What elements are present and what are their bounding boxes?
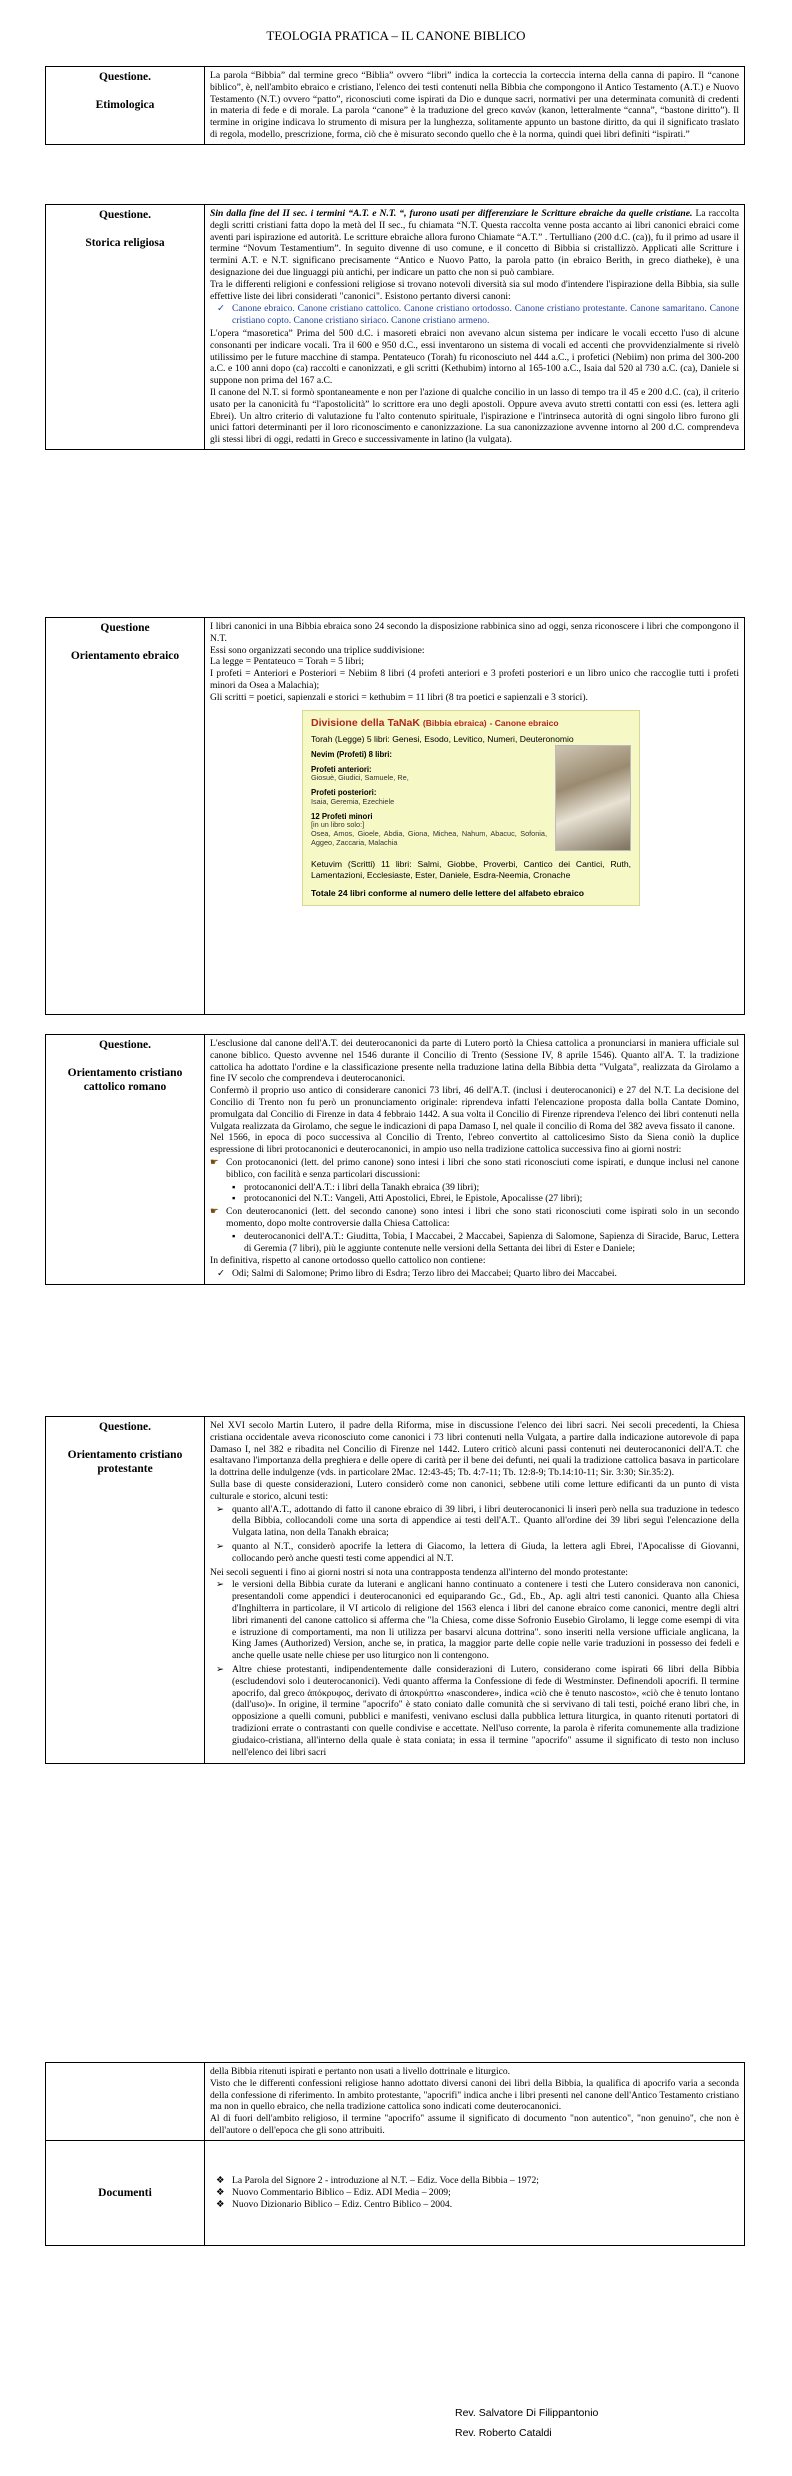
paragraph: La parola “Bibbia” dal termine greco “Biblia” ovvero “libri” indica la corteccia la corteccia interna della canna di papiro. Il “canone biblico”, è, nell'ambito ebraico e cristiano, l'elenco dei testi contenuti nella Bibbia che compongono il Antico Testamento (A.T.) e Nuovo Testamento (N.T.) ovvero “patto”, riconosciuti come ispirati da Dio e dunque sacri, normativi per una determinata comunità di credenti in materia di fede e di morale. La parola “canone” è la traduzione del greco κανών (kanon, letteralmente “canna”, “bastone diritto”). Il termine in origine indicava lo strumento di misura per la lunghezza, solitamente appunto un bastone diritto, da qui il significato traslato di regola, modello, prescrizione, forma, ciò che è misurato secondo quello che è la norma, quindi quei libri definiti “ispirati.” [210,70,739,140]
question-label: Questione [100,622,150,634]
section-name: Documenti [98,2186,152,2199]
content-cell [205,2063,745,2141]
question-label: Questione. [98,71,152,83]
paragraph: Sulla base di queste considerazioni, Lutero considerò come non canonici, sebbene utili come letture edificanti da un punto di vista culturale e storico, alcuni testi: [210,1478,739,1502]
content-cell [205,1035,745,1285]
paragraph: Nel 1566, in epoca di poco successiva al Concilio di Trento, l'ebreo convertito al cattolicesimo Sisto da Siena coniò la duplice espressione di libri protocanonici e deuterocanonici, in ampio uso nella tradizione cattolica successiva fino ai giorni nostri: [210,1132,739,1156]
post-title: Profeti posteriori: [311,788,377,798]
content-cell [205,67,745,145]
paragraph: In definitiva, rispetto al canone ortodosso quello cattolico non contiene: [210,1255,486,1267]
tanak-torah: Torah (Legge) 5 libri: Genesi, Esodo, Levitico, Numeri, Deuteronomio [311,734,574,745]
tanak-ketuvim: Ketuvim (Scritti) 11 libri: Salmi, Giobbe, Proverbi, Cantico dei Cantici, Ruth, Lamentazioni, Ecclesiaste, Ester, Daniele, Esdra-Neemia, Cronache [311,859,631,880]
paragraph: della Bibbia ritenuti ispirati e pertanto non usati a livello dottrinale e liturgico. [210,2066,511,2077]
paragraph: Visto che le differenti confessioni religiose hanno adottato diversi canoni dei libri della Bibbia, la qualifica di apocrifo varia a seconda della confessione di riferimento. In ambito protestante, "apocrifi" indica anche i libri presenti nel canone dell'Antico Testamento cristiano ma non in quello ebraico, che nella tradizione cattolica sono indicati come deuterocanonici. [210,2077,739,2113]
content-cell [205,1417,745,1764]
paragraph: Gli scritti = poetici, sapienzali e storici = kethubim = 11 libri (8 tra poetici e sapienzali e 3 storici). [210,691,588,703]
question-label: Questione. [98,1039,152,1051]
proto-sublist [210,1182,739,1206]
question-label: Questione. [98,209,152,221]
paragraph: Nel XVI secolo Martin Lutero, il padre della Riforma, mise in discussione l'elenco dei libri sacri. Nei secoli precedenti, la Chiesa cristiana occidentale aveva riconosciuto come canonici i 73 libri contenuti nella Vulgata, a partire dalla indicazione autorevole di papa Damaso I, nel 382 e ribadita nel Concilio di Firenze nel 1442. Lutero criticò alcuni passi contenuti nei deuterocanonici dell'A.T. che esaltavano l'importanza della preghiera e delle opere di carità per il bene dei defunti, nei quali la tradizione cattolica basava in particolare la dottrina delle indulgenze (vds. in particolare 2Mac. 12:43-45; Tb. 4:7-11; Tb. 12:8-9; Tb.14:10-11; Sir. 3:30; Sir.35:2). [210,1420,739,1479]
label-cell [46,1417,205,1764]
list-item: ➢ quanto al N.T., considerò apocrife la lettera di Giacomo, la lettera di Giuda, la lettera agli Ebrei, l'Apocalisse di Giovanni, collocando però anche questi testi come appendici al N.T. [232,1541,739,1565]
list-item: ❖ Nuovo Commentario Biblico – Ediz. ADI Media – 2009; [232,2187,739,2199]
section-name: Orientamento cristiano protestante [67,1449,183,1476]
paragraph: L'esclusione dal canone dell'A.T. dei deuterocanonici da parte di Lutero portò la Chiesa cattolica a pronunciarsi in maniera ufficiale sul canone biblico. Questo avvenne nel 1546 durante il Concilio di Trento (Sessione IV, 8 aprile 1546). Quanto all'A. T. la tradizione cattolica ha adottato l'ordine e la classificazione presente nella traduzione latina della Bibbia detta "Vulgata", realizzata da Girolamo a fine IV secolo che comprendeva i deuterocanonici. [210,1038,739,1085]
label-cell [46,618,205,1015]
paragraph: I libri canonici in una Bibbia ebraica sono 24 secondo la disposizione rabbinica sino ad oggi, senza riconoscere i libri che compongono il N.T. [210,621,739,644]
paragraph: Nei secoli seguenti i fino ai giorni nostri si nota una contrapposta tendenza all'interno del mondo protestante: [210,1566,628,1578]
lutero-list [210,1504,739,1565]
list-item: ✓ Odi; Salmi di Salomone; Primo libro di Esdra; Terzo libro dei Maccabei; Quarto libro dei Maccabei. [232,1268,739,1280]
signature-1: Rev. Salvatore Di Filippantonio [455,2407,599,2419]
tanak-title-tail: - Canone ebraico [489,717,559,728]
section-cattolico [45,1034,745,1285]
question-label: Questione. [98,1421,152,1433]
paragraph-text: La raccolta degli scritti cristiani fatta dopo la metà del II sec., fu chiamata “N.T. Questa raccolta venne posta accanto ai libri canonici ebraici come aventi pari ispirazione ed autorità. Le scritture ebraiche allora furono Chiamate “A.T.” . Tertulliano (200 d.C. (ca)), fu il primo ad usare il termine “Novum Testamentium”. In seguito divenne di uso comune, e il concetto di Bibbia si cristallizzò. Applicati alle Scritture i termini A.T. e N.T. significano precisamente “Antico e Nuovo Patto, la parola patto (in ebraico Berith, in greco diatheke), è una designazione dei due linguaggi più antichi, per indicare un patto che non si può cambiare. [210,208,740,278]
list-item: ➢ quanto all'A.T., adottando di fatto il canone ebraico di 39 libri, i libri deuterocanonici li inserì però nella sua traduzione in tedesco della Bibbia, collocandoli come una sorta di appendice ai testi dell'A.T.. Quanto all'ordine dei 39 libri seguì l'elencazione della Vulgata latina, non della Tanakh ebraica; [232,1504,739,1539]
section-name: Orientamento cristiano cattolico romano [67,1067,183,1094]
section-etimologica [45,66,745,145]
post-list: Isaia, Geremia, Ezechiele [311,796,395,806]
paragraph: L'opera “masoretica” Prima del 500 d.C. i masoreti ebraici non avevano alcun sistema per indicare le vocali eccetto l'uso di alcune consonanti per indicare vocali. Tra il 600 e 950 d.C., essi inventarono un sistema di vocali ed accenti che provvidenzialmente si rivelò utilissimo per le future macchine di stampa. Pentateuco (Torah) fu riconosciuto nel 444 a.C., i profetici (Nebiim) non prima del 300-200 a.C. e 100 anni dopo (ca) raccolti e canonizzati, e gli scritti (Kethubim) intorno al 165-100 a.C., Isaia dal 520 al 730 a.C. (ca), Daniele si suppone non prima del 167 a.C. [210,327,739,387]
list-item: ▪ protocanonici del N.T.: Vangeli, Atti Apostolici, Ebrei, le Epistole, Apocalisse (27 libri); [244,1193,739,1205]
page-title: TEOLOGIA PRATICA – IL CANONE BIBLICO [266,28,526,43]
tanak-nevim [311,745,547,851]
lead-text: Sin dalla fine del II sec. i termini “A.T. e N.T. “, furono usati per differenziare le Scritture ebraiche da quelle cristiane. [210,208,693,219]
list-item: ✓ Canone ebraico. Canone cristiano cattolico. Canone cristiano ortodosso. Canone cristiano protestante. Canone samaritano. Canone cristiano copto. Canone cristiano siriaco. Canone cristiano armeno. [232,303,739,327]
list-item: ❖ Nuovo Dizionario Biblico – Ediz. Centro Biblico – 2004. [232,2199,739,2211]
section-protestante [45,1416,745,1764]
content-cell [205,2140,745,2245]
tanak-title-text: Divisione della TaNaK [311,716,420,729]
paragraph: Tra le differenti religioni e confessioni religiose si trovano notevoli diversità sia sul modo d'intendere l'ispirazione della Bibbia, sia sulle effettive liste dei libri considerati "canonici". Esistono pertanto diversi canoni: [210,278,739,302]
tanak-figure [302,710,640,906]
paragraph: La legge = Pentateuco = Torah = 5 libri; [210,656,364,668]
tanak-total: Totale 24 libri conforme al numero delle lettere del alfabeto ebraico [311,888,585,899]
paragraph: Essi sono organizzati secondo una triplice suddivisione: [210,644,425,656]
list-item: ☛ Con deuterocanonici (lett. del secondo canone) sono intesi i libri che sono stati riconosciuti come ispirati solo in un secondo momento, dopo molte controversie dalla Chiesa Cattolica: [226,1206,739,1230]
documenti-list [210,2175,739,2210]
paragraph: Al di fuori dell'ambito religioso, il termine "apocrifo" assume il significato di documento "non autentico", "non genuino", che non è dell'autore o dell'epoca che gli sono attribuiti. [210,2113,739,2136]
label-cell [46,2063,205,2141]
nevim-title: Nevim (Profeti) 8 libri: [311,750,393,760]
content-cell [205,205,745,450]
tanak-title-small: (Bibbia ebraica) [422,717,487,728]
paragraph [210,208,739,279]
min-title: 12 Profeti minori [311,811,373,821]
list-item: ➢ le versioni della Bibbia curate da luterani e anglicani hanno continuato a contenere i testi che Lutero considerava non canonici, presentandoli come appendici i deuterocanonici ed equiparando Gc., Gd., Eb., Ap. agli altri testi canonici. Quanto alla Chiesa d'Inghilterra in particolare, il VI articolo di religione del 1563 elenca i libri del canone ebraico come canonici, mentre degli altri libri rimanenti del canone cattolico si afferma che "la Chiesa, come disse Sofronio Eusebio Girolamo, li legge come esempi di vita e istruzione di comportamenti, ma non li utilizza per basarvi alcuna dottrina". sono inseriti nella versione ufficiale anglicana, la King James (Authorized) Version, anche se, in pratica, la maggior parte delle copie nelle varie traduzioni in possesso dei fedeli e anche quelle usate nelle chiese per uso liturgico non li contengono. [232,1579,739,1662]
list-item: ▪ protocanonici dell'A.T.: i libri della Tanakh ebraica (39 libri); [244,1182,739,1194]
label-cell [46,1035,205,1285]
section-name: Orientamento ebraico [70,650,180,663]
ant-list: Giosuè, Giudici, Samuele, Re, [311,773,409,783]
deutero-sublist [210,1231,739,1255]
section-name: Etimologica [95,99,155,112]
min-note: [in un libro solo:] [311,820,365,830]
tanak-nevim-row [311,745,631,851]
label-cell [46,205,205,450]
section-protestante-continued [45,2062,745,2246]
paragraph: I profeti = Anteriori e Posteriori = Nebiim 8 libri (4 profeti anteriori e 3 profeti posteriori e un libro unico che raccoglie tutti i profeti minori da Osea a Malachia); [210,668,739,691]
label-cell [46,2140,205,2245]
canoni-list [210,303,739,327]
signature-2: Rev. Roberto Cataldi [455,2427,552,2439]
list-item: ❖ La Parola del Signore 2 - introduzione al N.T. – Ediz. Voce della Bibbia – 1972; [232,2175,739,2187]
section-storica [45,204,745,450]
label-cell [46,67,205,145]
section-ebraico [45,617,745,1015]
excluded-list [210,1268,739,1280]
tendenze-list [210,1579,739,1758]
min-list: Osea, Amos, Gioele, Abdia, Giona, Michea, Nahum, Abacuc, Sofonia, Aggeo, Zaccaria, Malachia [311,829,547,848]
ant-title: Profeti anteriori: [311,764,372,774]
deutero-list [210,1206,739,1230]
paragraph: Il canone del N.T. si formò spontaneamente e non per l'azione di qualche concilio in un lasso di tempo tra il 45 e 200 d.C. (ca), il criterio usato per la canonicità fu “l'apostolicità” lo scrittore era uno degli apostoli. Oppure aveva avuto stretti contatti con essi (es. lettera agli Ebrei). Un altro criterio di valutazione fu l'alto contenuto spirituale, l'ispirazione e l'intrinseca autorità di ogni singolo libro furono gli unici fattori determinanti per il loro riconoscimento e canonizzazione. La sua canonizzazione avvenne intorno al 200 d.C. comprendeva gli stessi libri di oggi, redatti in Greco e successivamente in latino (la vulgata). [210,386,739,446]
list-item: ➢ Altre chiese protestanti, indipendentemente dalle considerazioni di Lutero, considerano come ispirati 66 libri della Bibbia (escludendovi solo i deuterocanonici). Vedi quanto afferma la Confessione di fede di Westminster. Definendoli apocrifi. Il termine apocrifo, dal greco ἀπόκρυφος, derivato di ἀποκρύπτω «nascondere», indica «ciò che è tenuto nascosto», «ciò che è tenuto lontano (dall'uso)». In origine, il termine "apocrifo" è stato coniato dalle comunità che si servivano di tali testi, poiché erano libri che, in opposizione a quelli comuni, pubblici e manifesti, venivano esclusi dalla pubblica lettura liturgica, in quanto ritenuti portatori di tradizioni errate o contrastanti con quelle condivise e accettate. Nell'uso corrente, la parola è riferita comunemente alla tradizione giudaico-cristiana, all'interno della quale è stata coniata; in essa il termine "apocrifo" assume il significato di testo non incluso nell'elenco dei libri sacri [232,1664,739,1758]
rabbi-image [555,745,631,851]
content-cell [205,618,745,1015]
proto-list [210,1157,739,1181]
section-name: Storica religiosa [85,237,165,250]
list-item: ▪ deuterocanonici dell'A.T.: Giuditta, Tobia, I Maccabei, 2 Maccabei, Sapienza di Salomone, Sapienza di Siracide, Baruc, Lettera di Geremia (7 libri), più le aggiunte contenute nelle versioni della Settanta dei libri di Ester e Daniele; [244,1231,739,1255]
paragraph: Confermò il proprio uso antico di considerare canonici 73 libri, 46 dell'A.T. (inclusi i deuterocanonici) e 27 del N.T. La decisione del Concilio di Trento non fu però un pronunciamento originale: riprendeva infatti l'elencazione proposta dalla bolla Cantate Domino, promulgata dal Concilio di Firenze in data 4 febbraio 1442. A sua volta il Concilio di Firenze riprendeva l'elenco dei libri contenuti nella Vulgata realizzata da Girolamo, che segue le indicazioni di papa Damaso I, nel quale il concilio di Roma del 382 aveva fissato il canone. [210,1085,739,1132]
list-item: ☛ Con protocanonici (lett. del primo canone) sono intesi i libri che sono stati riconosciuti come ispirati, e dunque inclusi nel canone biblico, con facilità e senza particolari discussioni: [226,1157,739,1181]
tanak-title [311,717,631,730]
